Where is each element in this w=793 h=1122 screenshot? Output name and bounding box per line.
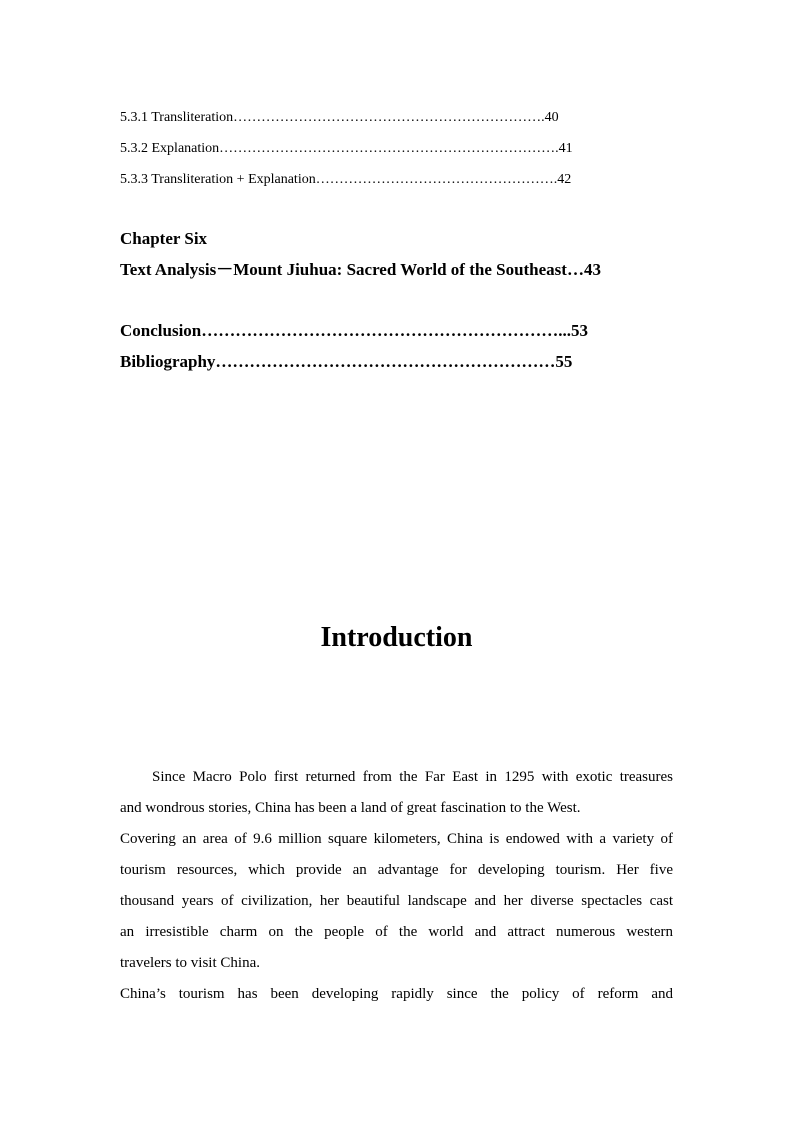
paragraph-line: China’s tourism has been developing rapidly since the policy of reform and bbox=[120, 986, 673, 1002]
toc-chapter-six-label: Chapter Six bbox=[120, 229, 208, 248]
paragraph-line: Covering an area of 9.6 million square kilometers, China is endowed with a variety of bbox=[120, 831, 673, 847]
paragraph-line: travelers to visit China. bbox=[120, 955, 260, 971]
paragraph-line: an irresistible charm on the people of the world and attract numerous western bbox=[120, 924, 673, 940]
toc-conclusion: Conclusion………………………………………………………...53 bbox=[120, 321, 588, 340]
paragraph-line: tourism resources, which provide an advantage for developing tourism. Her five bbox=[120, 862, 673, 878]
toc-entry-5-3-1: 5.3.1 Transliteration………………………………………………………….40 bbox=[120, 110, 559, 125]
toc-bibliography: Bibliography……………………………………………………55 bbox=[120, 352, 573, 371]
toc-chapter-six-title: Text Analysis－Mount Jiuhua: Sacred World of the Southeast…43 bbox=[120, 260, 601, 279]
paragraph-line: and wondrous stories, China has been a land of great fascination to the West. bbox=[120, 800, 581, 816]
paragraph-line: Since Macro Polo first returned from the Far East in 1295 with exotic treasures bbox=[152, 769, 673, 785]
toc-entry-5-3-2: 5.3.2 Explanation……………………………………………………………….41 bbox=[120, 141, 573, 156]
introduction-heading: Introduction bbox=[320, 622, 473, 653]
toc-entry-5-3-3: 5.3.3 Transliteration + Explanation…………………………………………….42 bbox=[120, 172, 572, 187]
paragraph-line: thousand years of civilization, her beautiful landscape and her diverse spectacles cast bbox=[120, 893, 673, 909]
